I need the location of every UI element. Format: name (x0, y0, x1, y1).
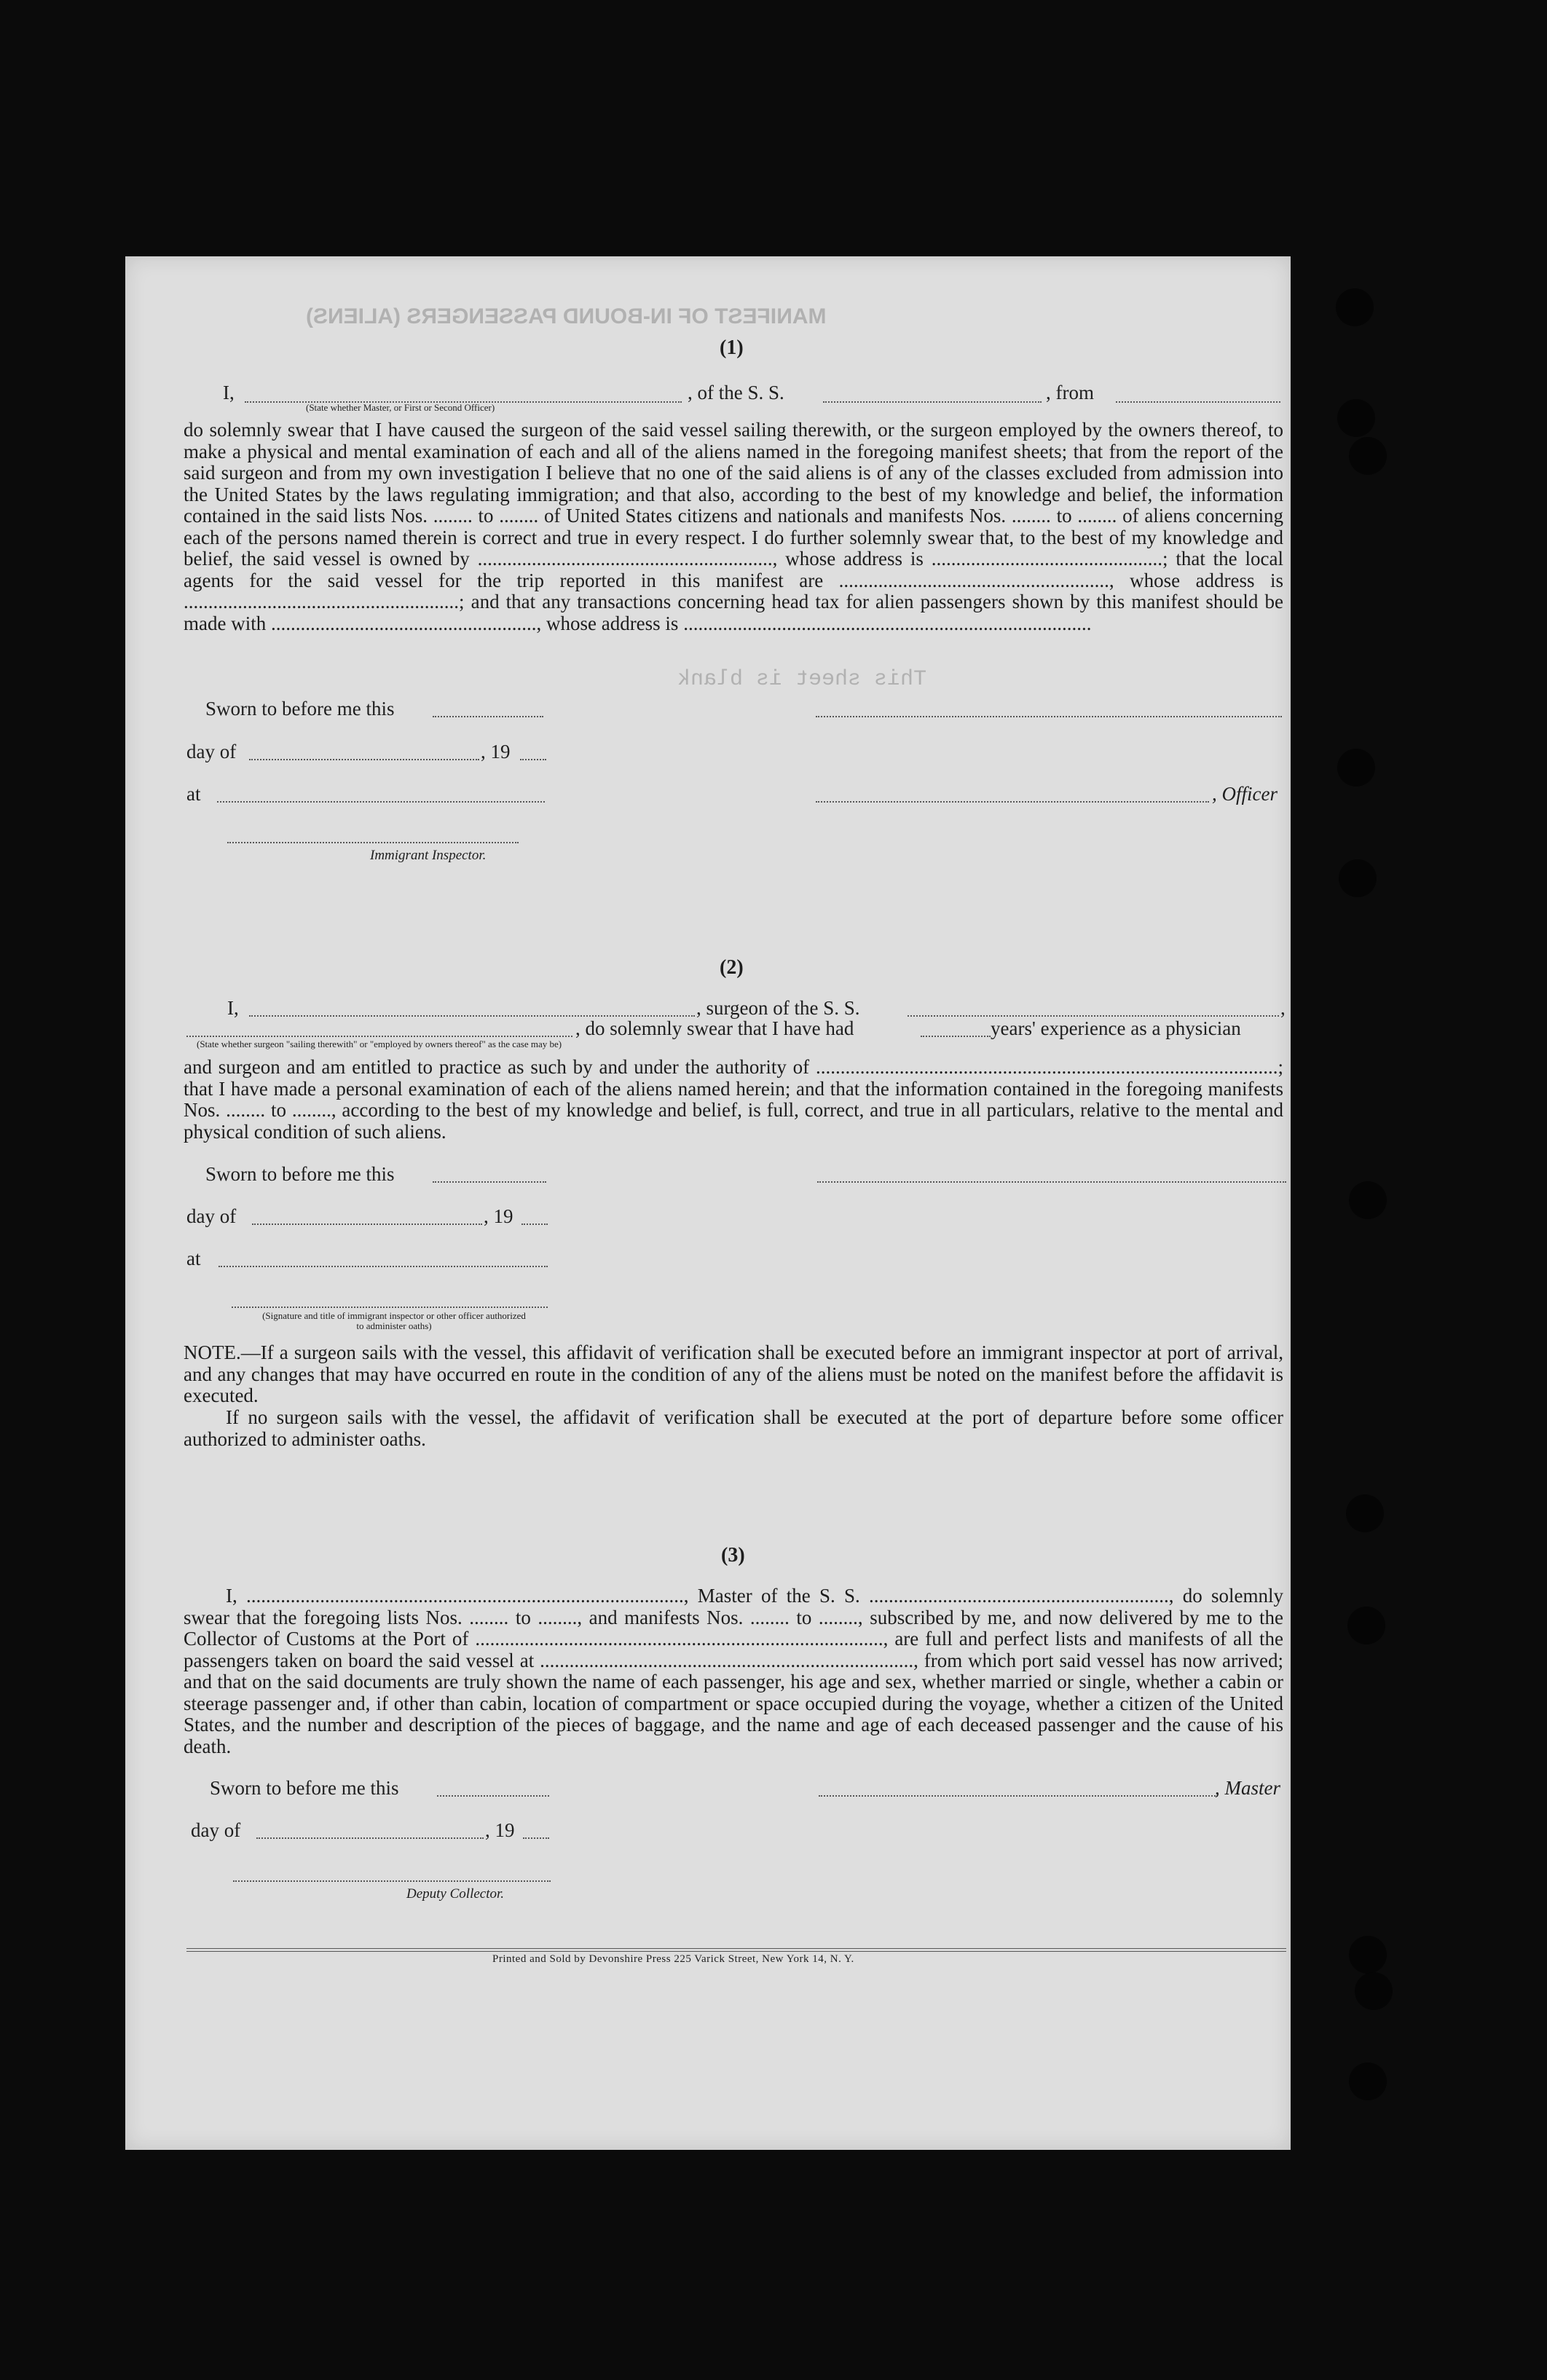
signature-line (817, 1165, 1286, 1183)
signature-line (819, 1779, 1218, 1797)
blank-field (245, 384, 682, 403)
binder-hole (1337, 399, 1375, 437)
signature-line (232, 1301, 548, 1308)
section3-sworn: Sworn to before me this (210, 1777, 399, 1799)
binder-hole (1337, 749, 1375, 787)
blank-field (520, 743, 546, 760)
blank-field (1116, 384, 1280, 403)
blank-field (521, 1207, 548, 1225)
section2-day-of: day of (186, 1205, 237, 1227)
section2-swear: , do solemnly swear that I have had (575, 1017, 854, 1039)
section1-caption: (State whether Master, or First or Second Officer) (306, 402, 495, 413)
binder-hole (1349, 437, 1387, 475)
blank-field (252, 1207, 482, 1225)
blank-field (921, 1020, 991, 1037)
section2-years: years' experience as a physician (991, 1017, 1241, 1039)
section2-note: NOTE.—If a surgeon sails with the vessel, this affidavit of verification shall be executed before an immigrant inspector at port of arrival, and any changes that may have occurred en route in the condition of any of the aliens must be noted on the manifest before the affidavit is executed. (184, 1341, 1283, 1406)
binder-hole (1339, 859, 1377, 897)
section2-line-I: I, (227, 997, 239, 1019)
section1-paragraph: do solemnly swear that I have caused the surgeon of the said vessel sailing therewith, or the surgeon employed by the owners thereof, to make a physical and mental examination of each and all of the aliens named in the foregoing manifest sheets; that from the report of the said surgeon and from my own investigation I believe that no one of the said aliens is of any of the classes excluded from admission into the United States by the laws regulating immigration; and that also, according to the best of my knowledge and belief, the information contained in the said lists Nos. ........ to ........ of United States citizens and nationals and manifests Nos. ........ to ........ of aliens concerning each of the persons named therein is correct and true in every respect. I do further solemnly swear that, to the best of my knowledge and belief, the said vessel is owned by ............................................................, whose address is ...............................................; that the local agents for the said vessel for the trip reported in this manifest are ......................................................., whose address is ........................................................; and that any transactions concerning head tax for alien passengers shown by this manifest should be made with ......................................................, whose address is ................................................................................... (184, 419, 1283, 634)
section1-heading: (1) (720, 336, 744, 359)
blank-field (186, 1020, 572, 1037)
blank-field (433, 1165, 546, 1183)
blank-field (219, 1250, 548, 1267)
section1-sworn: Sworn to before me this (205, 698, 395, 720)
section3-day-of: day of (191, 1819, 241, 1841)
printer-imprint: Printed and Sold by Devonshire Press 225 Varick Street, New York 14, N. Y. (492, 1953, 854, 1965)
binder-hole (1349, 1936, 1387, 1974)
section2-sig-caption: (Signature and title of immigrant inspector or other officer authorized to administer oaths) (262, 1310, 526, 1331)
section1-line-from: , from (1046, 382, 1094, 403)
section1-inspector: Immigrant Inspector. (370, 848, 487, 863)
signature-line (816, 700, 1282, 717)
binder-hole (1349, 1181, 1387, 1219)
section2-at: at (186, 1248, 201, 1269)
footer-rule (186, 1951, 1286, 1952)
signature-line (233, 1875, 551, 1882)
blank-field (256, 1821, 484, 1839)
section2-surgeon-of: , surgeon of the S. S. (696, 997, 860, 1019)
blank-field (217, 785, 545, 803)
blank-field (437, 1779, 549, 1797)
binder-hole (1347, 1607, 1385, 1644)
section1-year: , 19 (481, 741, 511, 763)
section3-master: , Master (1215, 1777, 1280, 1799)
section3-deputy: Deputy Collector. (406, 1886, 505, 1902)
blank-field (908, 999, 1279, 1017)
section2-note-2: If no surgeon sails with the vessel, the affidavit of verification shall be executed at the port of departure before some officer authorized to administer oaths. (184, 1406, 1283, 1450)
bleed-through-title: MANIFEST OF IN-BOUND PASSENGERS (ALIENS) (306, 304, 827, 328)
binder-hole (1346, 1494, 1384, 1532)
section3-heading: (3) (721, 1544, 745, 1567)
blank-field (433, 700, 543, 717)
blank-field (823, 384, 1042, 403)
blank-field (523, 1821, 549, 1839)
blank-field (249, 743, 479, 760)
section3-paragraph: I, ........................................................................................., Master of the S. S. ............................................................., do solemnly swear that the foregoing lists Nos. ........ to ........, and manifests Nos. ........ to ........, subscribed by me, and now delivered by me to the Collector of Customs at the Port of ..................................................................................., are full and perfect lists and manifests of all the passengers taken on board the said vessel at ............................................................................, from which port said vessel has now arrived; and that on the said documents are truly shown the name of each passenger, his age and sex, whether married or single, whether a cabin or steerage passenger and, if other than cabin, location of compartment or space occupied during the voyage, whether a citizen of the United States, and the number and description of the pieces of baggage, and the name and age of each deceased passenger and the cause of his death. (184, 1585, 1283, 1757)
section2-year: , 19 (484, 1205, 513, 1227)
section2-paragraph: and surgeon and am entitled to practice as such by and under the authority of ..............................................................................................; that I have made a personal examination of each of the aliens named herein; and that the information contained in the foregoing manifests Nos. ........ to ........, according to the best of my knowledge and belief, is full, correct, and true in all particulars, relative to the mental and physical condition of such aliens. (184, 1056, 1283, 1143)
signature-line (227, 836, 519, 843)
binder-hole (1336, 288, 1374, 326)
section1-line-of: , of the S. S. (688, 382, 784, 403)
section2-heading: (2) (720, 956, 744, 979)
section1-officer: , Officer (1212, 783, 1278, 805)
binder-hole (1355, 1972, 1393, 2010)
blank-field (249, 999, 695, 1017)
section1-line-I: I, (223, 382, 235, 403)
section2-sworn: Sworn to before me this (205, 1163, 395, 1185)
signature-line (816, 785, 1209, 803)
binder-hole (1349, 2062, 1387, 2100)
section1-day-of: day of (186, 741, 237, 763)
section2-comma: , (1280, 997, 1286, 1019)
section3-year: , 19 (485, 1819, 515, 1841)
bleed-through-stamp: This sheet is blank (677, 667, 927, 692)
section2-caption: (State whether surgeon "sailing therewith" or "employed by owners thereof" as the case may be) (197, 1039, 562, 1049)
section1-at: at (186, 783, 201, 805)
footer-rule (186, 1948, 1286, 1949)
